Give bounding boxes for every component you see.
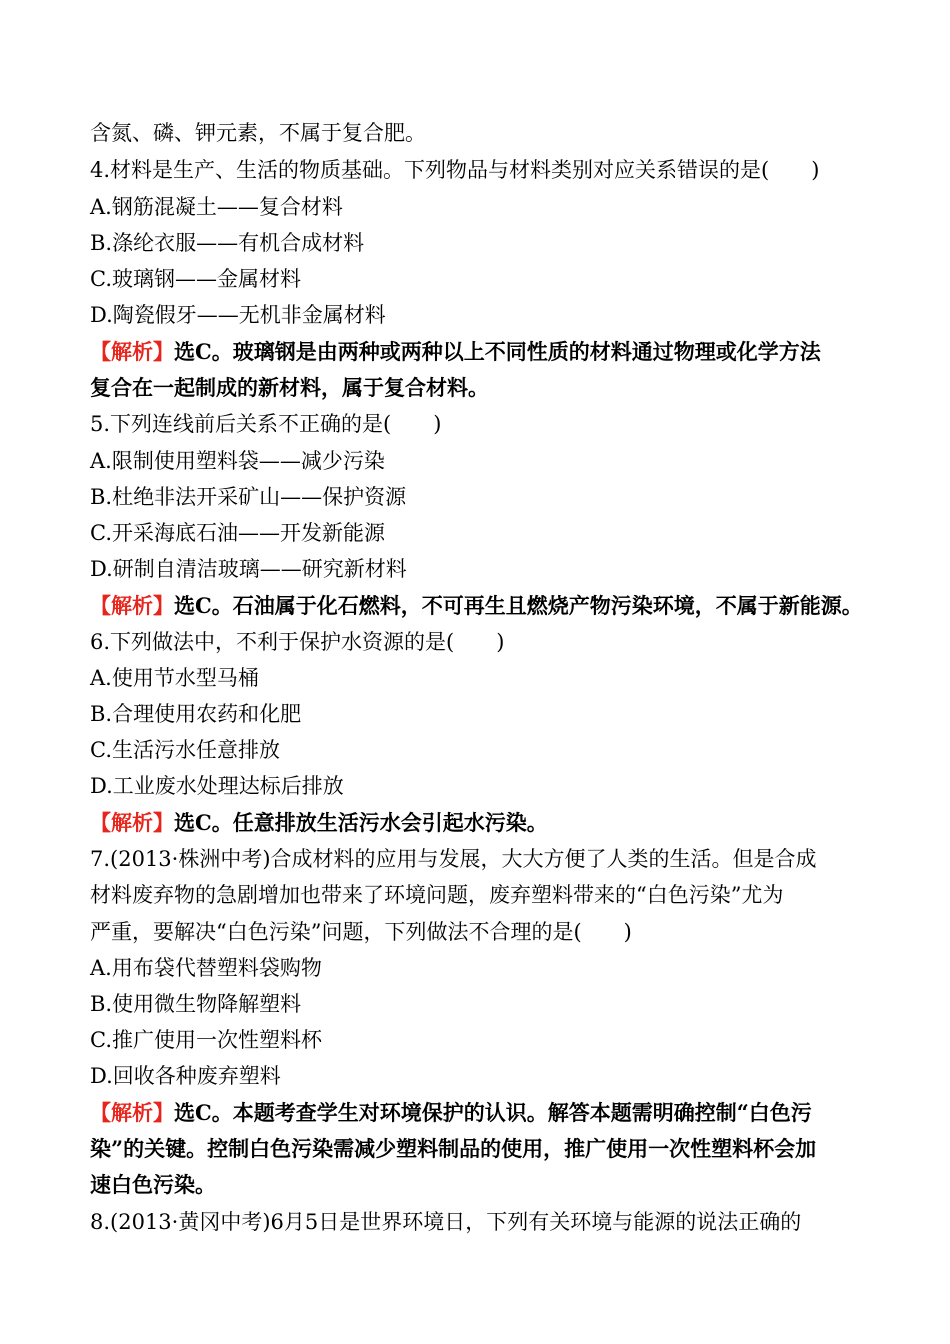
- question-6-stem: 6.下列做法中，不利于保护水资源的是( ): [90, 630, 505, 654]
- analysis-line: 【解析】选C。玻璃钢是由两种或两种以上不同性质的材料通过物理或化学方法: [90, 339, 821, 364]
- option-a: A.用布袋代替塑料袋购物: [90, 956, 322, 980]
- option-a: A.限制使用塑料袋——减少污染: [90, 449, 385, 473]
- option-a: A.钢筋混凝土——复合材料: [90, 195, 343, 219]
- option-d: D.研制自清洁玻璃——研究新材料: [90, 557, 407, 581]
- option-d: D.工业废水处理达标后排放: [90, 774, 344, 798]
- option-c: C.推广使用一次性塑料杯: [90, 1028, 322, 1052]
- option-d: D.陶瓷假牙——无机非金属材料: [90, 303, 386, 327]
- analysis-label: 【解析】: [90, 810, 174, 835]
- option-b: B.使用微生物降解塑料: [90, 992, 302, 1016]
- option-c: C.生活污水任意排放: [90, 738, 280, 762]
- text-line: 含氮、磷、钾元素，不属于复合肥。: [90, 121, 426, 145]
- analysis-line: 复合在一起制成的新材料，属于复合材料。: [90, 375, 489, 400]
- question-5-stem: 5.下列连线前后关系不正确的是( ): [90, 412, 442, 436]
- analysis-label: 【解析】: [90, 339, 174, 364]
- option-a: A.使用节水型马桶: [90, 666, 259, 690]
- analysis-label: 【解析】: [90, 1100, 174, 1125]
- analysis-line: 【解析】选C。本题考查学生对环境保护的认识。解答本题需明确控制“白色污: [90, 1100, 812, 1125]
- option-c: C.玻璃钢——金属材料: [90, 267, 301, 291]
- option-d: D.回收各种废弃塑料: [90, 1064, 281, 1088]
- question-7-stem: 7.(2013·株洲中考)合成材料的应用与发展，大大方便了人类的生活。但是合成: [90, 847, 817, 871]
- option-b: B.杜绝非法开采矿山——保护资源: [90, 485, 407, 509]
- analysis-line: 速白色污染。: [90, 1172, 216, 1197]
- option-b: B.合理使用农药和化肥: [90, 702, 302, 726]
- question-4-stem: 4.材料是生产、生活的物质基础。下列物品与材料类别对应关系错误的是( ): [90, 158, 820, 182]
- question-8-stem: 8.(2013·黄冈中考)6月5日是世界环境日，下列有关环境与能源的说法正确的: [90, 1210, 802, 1234]
- analysis-line: 染”的关键。控制白色污染需减少塑料制品的使用，推广使用一次性塑料杯会加: [90, 1136, 817, 1161]
- analysis-label: 【解析】: [90, 593, 174, 618]
- analysis-line: 【解析】选C。任意排放生活污水会引起水污染。: [90, 810, 548, 835]
- question-7-stem: 严重，要解决“白色污染”问题，下列做法不合理的是( ): [90, 920, 632, 944]
- question-7-stem: 材料废弃物的急剧增加也带来了环境问题，废弃塑料带来的“白色污染”尤为: [90, 883, 784, 907]
- analysis-line: 【解析】选C。石油属于化石燃料，不可再生且燃烧产物污染环境，不属于新能源。: [90, 593, 863, 618]
- option-b: B.涤纶衣服——有机合成材料: [90, 231, 365, 255]
- option-c: C.开采海底石油——开发新能源: [90, 521, 385, 545]
